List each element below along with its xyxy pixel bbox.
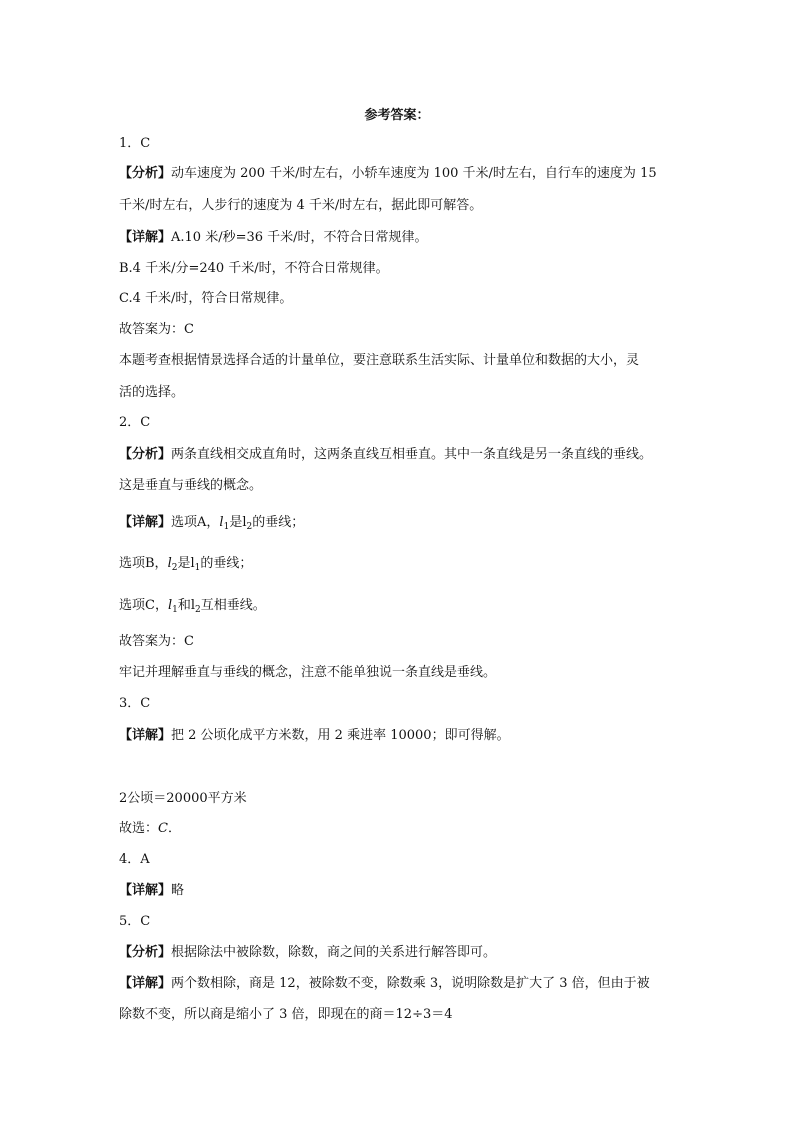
q1-answer: 故答案为：C [119,322,194,337]
q3-detail-text: 把 2 公顷化成平方米数，用 2 乘进率 10000；即可得解。 [171,728,510,743]
q2-opt-a-prefix: 选项A， [171,515,220,530]
q5-analysis [119,944,679,962]
q2-opt-b-prefix: 选项B， [119,556,168,571]
q2-opt-c-prefix: 选项C， [119,598,168,613]
q4-number: 4．A [119,852,150,867]
q4-detail-text: 略 [171,883,185,898]
q2-opt-b-mid: 是 [177,556,191,571]
q3-answer-letter: C [158,821,168,836]
q2-option-b [119,555,679,577]
q2-analysis-line2: 这是垂直与垂线的概念。 [119,478,263,493]
q2-opt-c-sub2: 2 [195,605,201,615]
q2-opt-b-suffix: 的垂线； [200,556,253,571]
q2-opt-c-line-l: l [167,598,173,613]
q1-analysis-line1 [119,165,679,183]
q2-opt-c-line-l2: l [190,598,196,613]
q2-analysis-line1 [119,446,679,464]
q2-opt-b-line-l: l [167,556,172,571]
q3-answer [119,820,679,838]
q2-note: 牢记并理解垂直与垂线的概念，注意不能单独说一条直线是垂线。 [119,665,497,680]
q1-detail-b: B.4 千米/分=240 千米/时，不符合日常规律。 [119,261,389,276]
q2-opt-a-suffix: 的垂线； [252,515,305,530]
q1-analysis-line2: 千米/时左右，人步行的速度为 4 千米/时左右，据此即可解答。 [119,198,483,213]
q3-number: 3．C [119,696,151,711]
q1-note-line2: 活的选择。 [119,385,185,400]
q1-detail-a-text: A.10 米/秒=36 千米/时，不符合日常规律。 [171,230,428,245]
q5-detail-line2: 除数不变，所以商是缩小了 3 倍，即现在的商＝12÷3＝4 [119,1007,453,1022]
q1-number: 1．C [119,136,151,151]
q5-analysis-tag: 【分析】 [119,945,172,960]
q2-opt-c-sub1: 1 [172,605,178,615]
q1-note-line1: 本题考查根据情景选择合适的计量单位，要注意联系生活实际、计量单位和数据的大小，灵 [119,353,640,368]
q2-answer: 故答案为：C [119,634,194,649]
q4-detail-tag: 【详解】 [119,883,172,898]
q2-opt-a-line-l: l [219,515,224,530]
q2-opt-c-mid: 和 [177,598,191,613]
q2-opt-b-sub2: 1 [194,563,201,573]
q5-number: 5．C [119,914,151,929]
q3-answer-prefix: 故选： [119,821,159,836]
q2-opt-c-suffix: 互相垂线。 [200,598,266,613]
q5-detail-line1 [119,975,679,993]
q2-opt-a-sub2: 2 [246,522,253,532]
q1-detail-tag: 【详解】 [119,230,172,245]
q3-detail [119,727,679,745]
q4-detail [119,882,679,900]
q2-option-a [119,514,679,536]
q5-analysis-text: 根据除法中被除数，除数，商之间的关系进行解答即可。 [171,945,497,960]
q3-detail-tag: 【详解】 [119,728,172,743]
q2-opt-b-sub1: 2 [171,563,178,573]
q1-detail-c: C.4 千米/时，符合日常规律。 [119,291,293,306]
q1-detail-a [119,229,679,247]
q3-answer-suffix: ． [167,821,181,836]
q2-opt-a-mid: 是 [229,515,243,530]
q3-calculation: 2公顷＝20000平方米 [119,791,247,806]
page-title: 参考答案： [364,108,430,123]
q2-number: 2．C [119,415,151,430]
q2-option-c [119,597,679,619]
q1-analysis-tag: 【分析】 [119,166,172,181]
q2-detail-tag: 【详解】 [119,515,172,530]
q5-detail-tag: 【详解】 [119,976,172,991]
q1-analysis-text1: 动车速度为 200 千米/时左右，小轿车速度为 100 千米/时左右，自行车的速度为 15 [171,166,657,181]
q5-detail-text1: 两个数相除，商是 12，被除数不变，除数乘 3，说明除数是扩大了 3 倍，但由于被 [171,976,650,991]
q2-opt-b-line-l2: l [190,556,195,571]
q2-opt-a-line-l2: l [242,515,247,530]
q2-opt-a-sub1: 1 [223,522,230,532]
q2-analysis-text1: 两条直线相交成直角时，这两条直线互相垂直。其中一条直线是另一条直线的垂线。 [171,447,653,462]
q2-analysis-tag: 【分析】 [119,447,172,462]
